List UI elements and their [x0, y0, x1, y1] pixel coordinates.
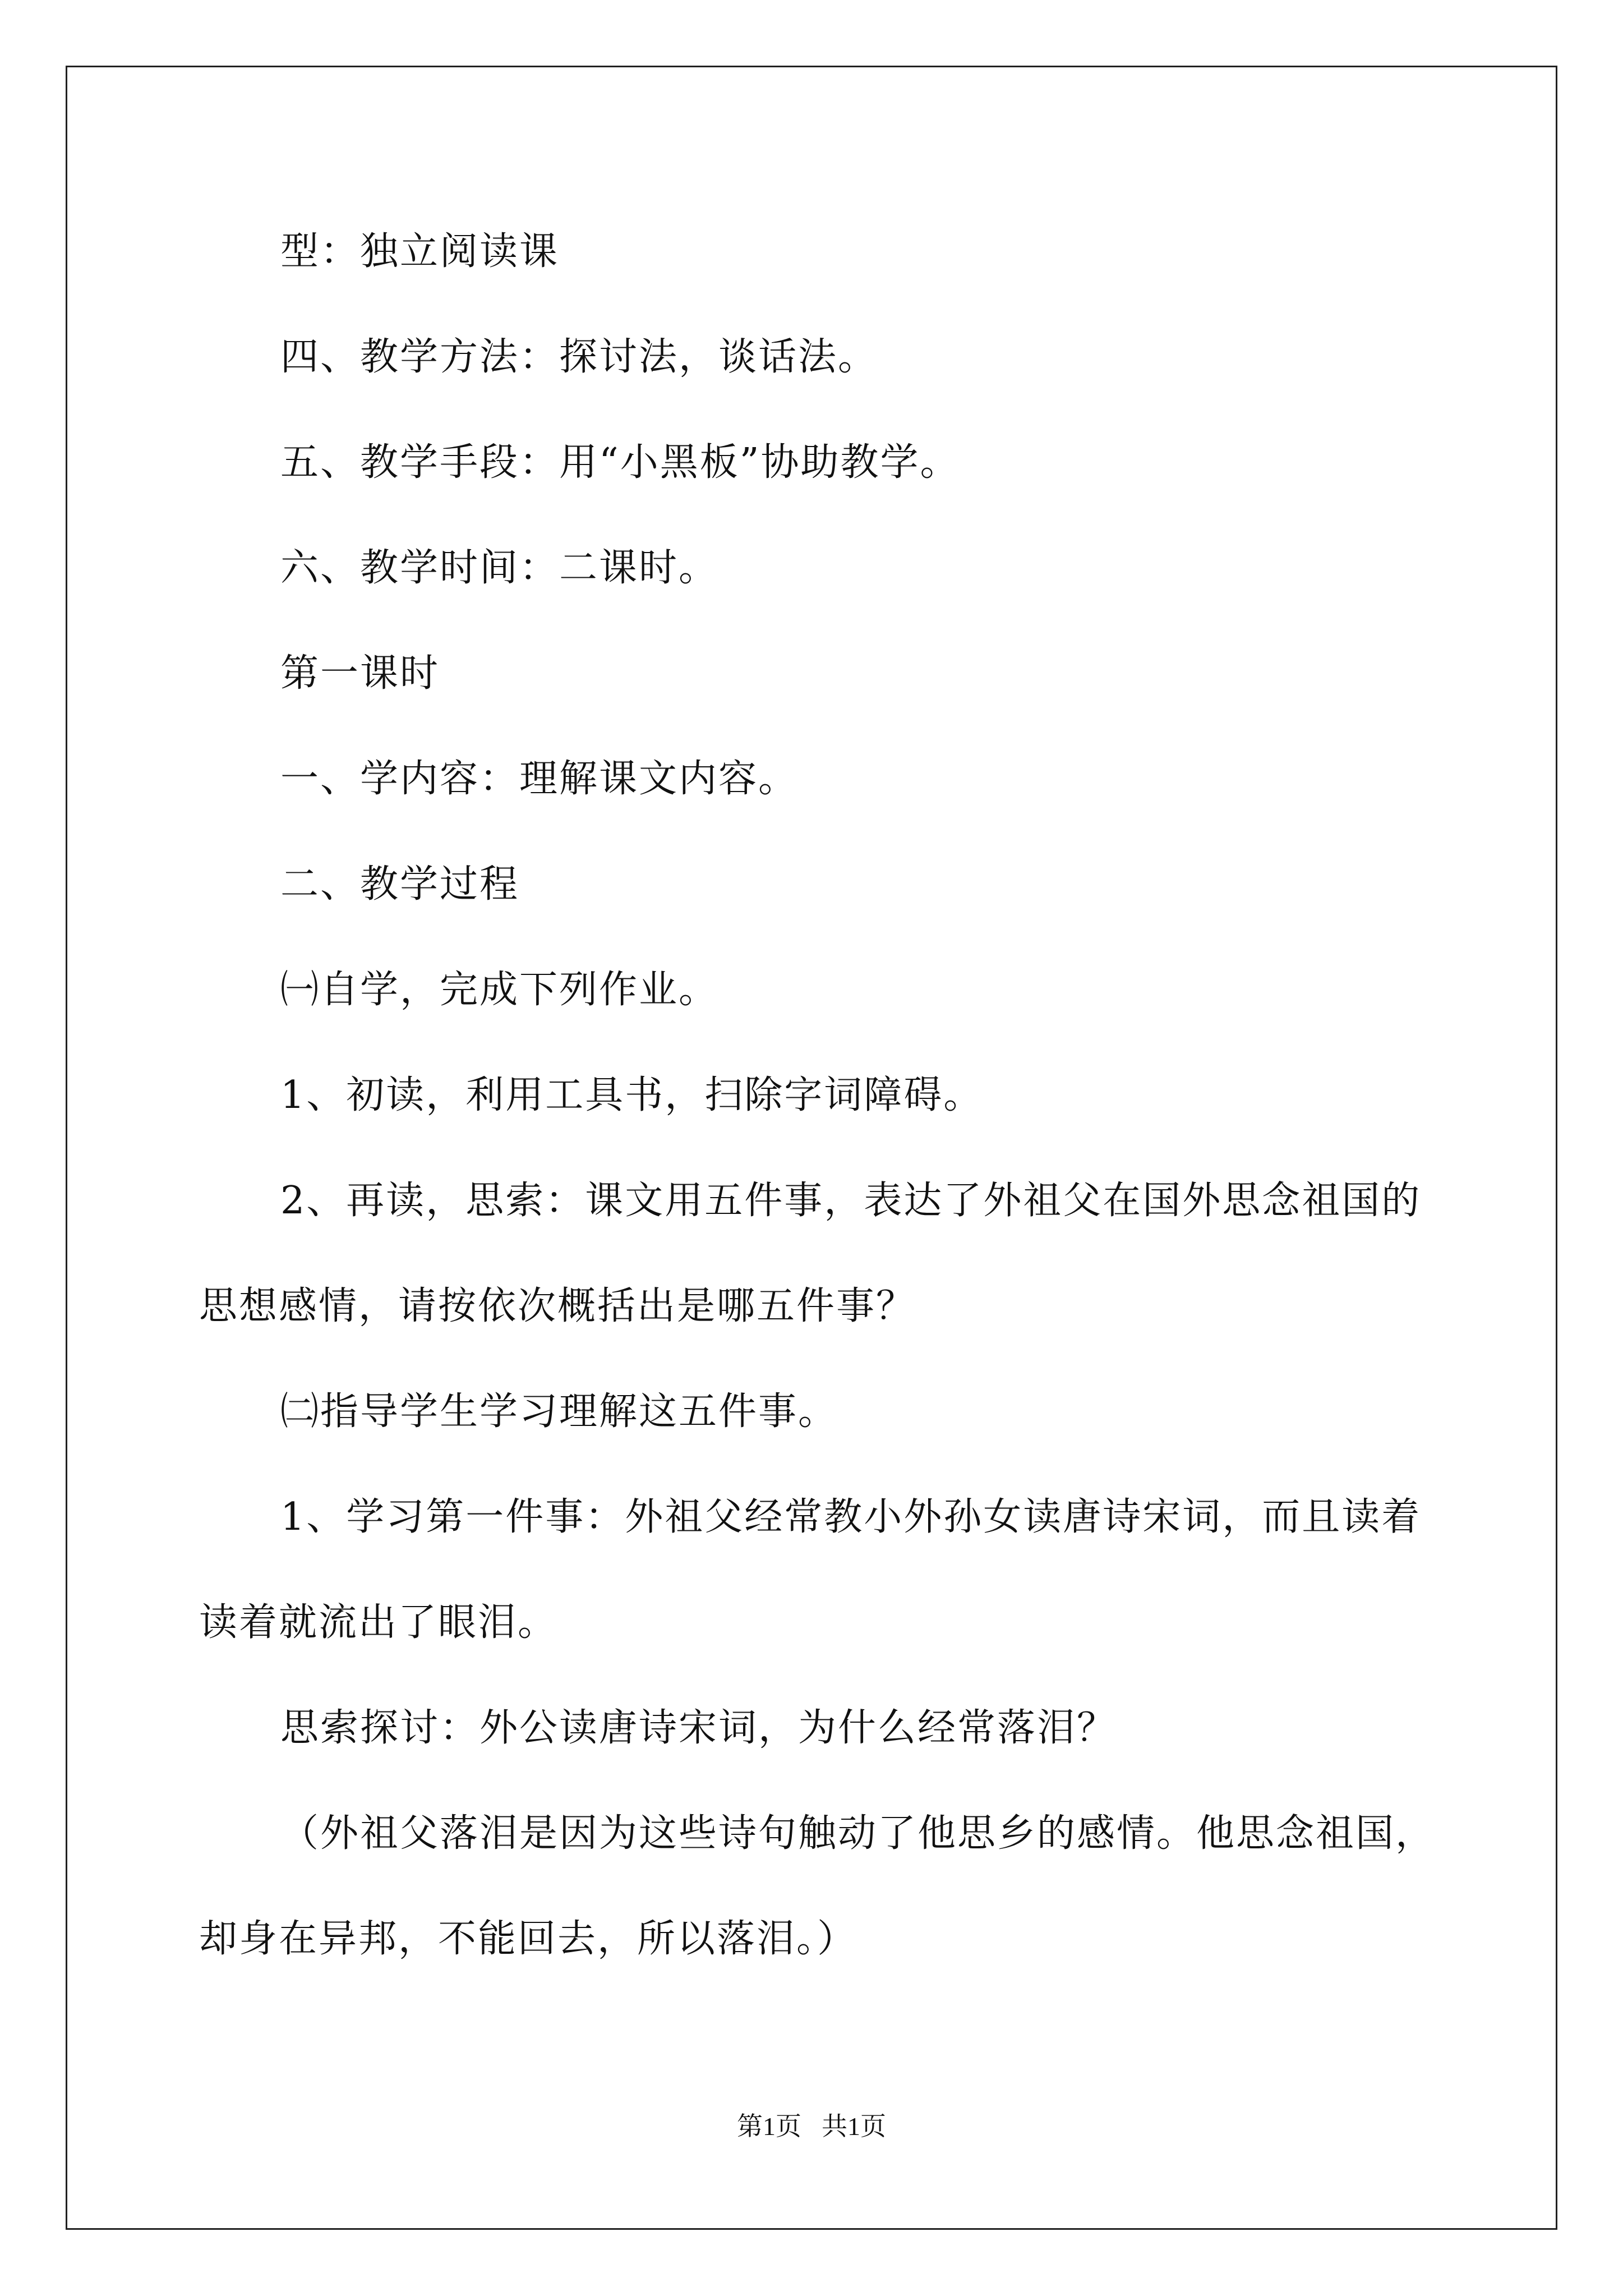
paragraph-first-reading: 1、初读，利用工具书，扫除字词障碍。 — [280, 1073, 984, 1117]
paragraph-teaching-means: 五、教学手段：用“小黑板”协助教学。 — [280, 440, 960, 485]
paragraph-first-event: 1、学习第一件事：外祖父经常教小外孙女读唐诗宋词，而且读着 — [280, 1495, 1422, 1539]
paragraph-answer: （外祖父落泪是因为这些诗句触动了他思乡的感情。他思念祖国， — [280, 1811, 1436, 1856]
paragraph-discussion-question: 思索探讨：外公读唐诗宋词，为什么经常落泪？ — [280, 1706, 1117, 1750]
paragraph-second-reading: 2、再读，思索：课文用五件事，表达了外祖父在国外思念祖国的 — [280, 1179, 1422, 1223]
paragraph-teaching-process: 二、教学过程 — [280, 862, 520, 907]
page-footer — [0, 2114, 1623, 2139]
paragraph-guide-students: ㈡指导学生学习理解这五件事。 — [280, 1389, 838, 1434]
page-total: 共1页 — [822, 2112, 886, 2141]
paragraph-teaching-time: 六、教学时间：二课时。 — [280, 546, 719, 590]
paragraph-first-event-cont: 读着就流出了眼泪。 — [199, 1600, 558, 1645]
page-frame — [66, 66, 1557, 2230]
paragraph-second-reading-cont: 思想感情，请按依次概括出是哪五件事？ — [199, 1284, 916, 1328]
paragraph-teaching-method: 四、教学方法：探讨法，谈话法。 — [280, 335, 878, 379]
paragraph-first-lesson-heading: 第一课时 — [280, 651, 440, 696]
paragraph-learning-content: 一、学内容：理解课文内容。 — [280, 757, 799, 801]
paragraph-answer-cont: 却身在异邦，不能回去，所以落泪。） — [199, 1917, 857, 1961]
paragraph-self-study: ㈠自学，完成下列作业。 — [280, 968, 719, 1012]
page-number: 第1页 — [737, 2112, 801, 2141]
paragraph-lesson-type: 型：独立阅读课 — [280, 229, 560, 274]
